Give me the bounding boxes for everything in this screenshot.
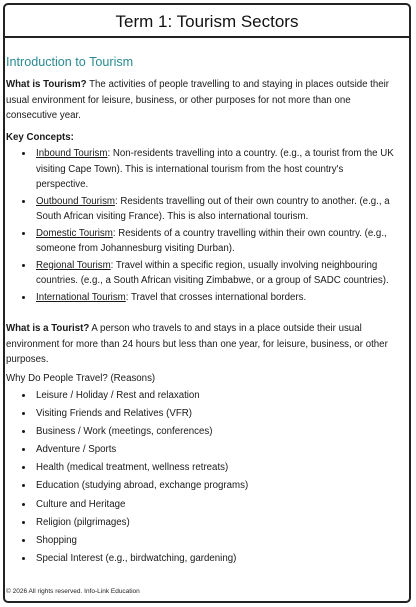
concept-term: Inbound Tourism (36, 148, 108, 159)
list-item: • Education (studying abroad, exchange programs) (34, 478, 398, 494)
copyright-footer: © 2026 All rights reserved. Info-Link Education (6, 588, 140, 595)
concept-term: International Tourism (36, 291, 126, 303)
tourist-definition (6, 321, 398, 368)
list-item (34, 194, 398, 225)
reasons-heading: Why Do People Travel? (Reasons) (6, 372, 156, 384)
list-item (34, 290, 398, 306)
list-item: • Leisure / Holiday / Rest and relaxation (34, 388, 398, 404)
reasons-list (6, 388, 398, 566)
concept-term: Outbound Tourism (36, 195, 115, 207)
page-title: Term 1: Tourism Sectors (5, 5, 409, 38)
concept-term: Regional Tourism (36, 259, 111, 271)
key-concepts-heading: Key Concepts: (6, 131, 74, 143)
tourist-definition-text: A person who travels to and stays in a place outside their usual environment for more than 24 hours but less than one year, for leisure, business, or other purposes. (6, 323, 388, 365)
concept-desc: : Travel that crosses international borders. (125, 291, 307, 303)
tourist-definition-label: What is a Tourist? (6, 323, 90, 334)
concept-desc: : Travel within a specific region, usually involving neighbouring countries. (e.g., a South African visiting Zimbabwe, or a group of SADC countries). (36, 259, 389, 286)
list-item: • Business / Work (meetings, conferences) (34, 424, 398, 440)
document-body (6, 54, 398, 569)
concept-desc: : Non-residents travelling into a country. (e.g., a tourist from the UK visiting Cape Town). This is international tourism from the host country's perspective. (36, 148, 394, 190)
list-item: • Adventure / Sports (34, 442, 398, 458)
concept-term: Domestic Tourism (36, 227, 113, 239)
list-item: • Shopping (34, 533, 398, 549)
list-item: • Special Interest (e.g., birdwatching, gardening) (34, 551, 398, 567)
tourism-definition (6, 77, 398, 124)
list-item (34, 258, 398, 289)
tourism-definition-label: What is Tourism? (6, 79, 87, 90)
concept-desc: : Residents of a country travelling within their own country. (e.g., someone from Johannesburg visiting Durban). (36, 227, 387, 254)
section-heading: Introduction to Tourism (6, 55, 134, 69)
spacer (6, 306, 398, 321)
concept-desc: : Residents travelling out of their own country to another. (e.g., a South African visiting France). This is also international tourism. (36, 195, 390, 222)
list-item: • Health (medical treatment, wellness retreats) (34, 460, 398, 476)
key-concepts-list (6, 146, 398, 305)
list-item: • Culture and Heritage (34, 497, 398, 513)
tourism-definition-text: The activities of people travelling to and staying in places outside their usual environment for leisure, business, or other purposes for not more than one consecutive year. (6, 79, 390, 121)
list-item: • Religion (pilgrimages) (34, 515, 398, 531)
list-item: • Visiting Friends and Relatives (VFR) (34, 406, 398, 422)
list-item (34, 226, 398, 257)
list-item (34, 146, 398, 193)
